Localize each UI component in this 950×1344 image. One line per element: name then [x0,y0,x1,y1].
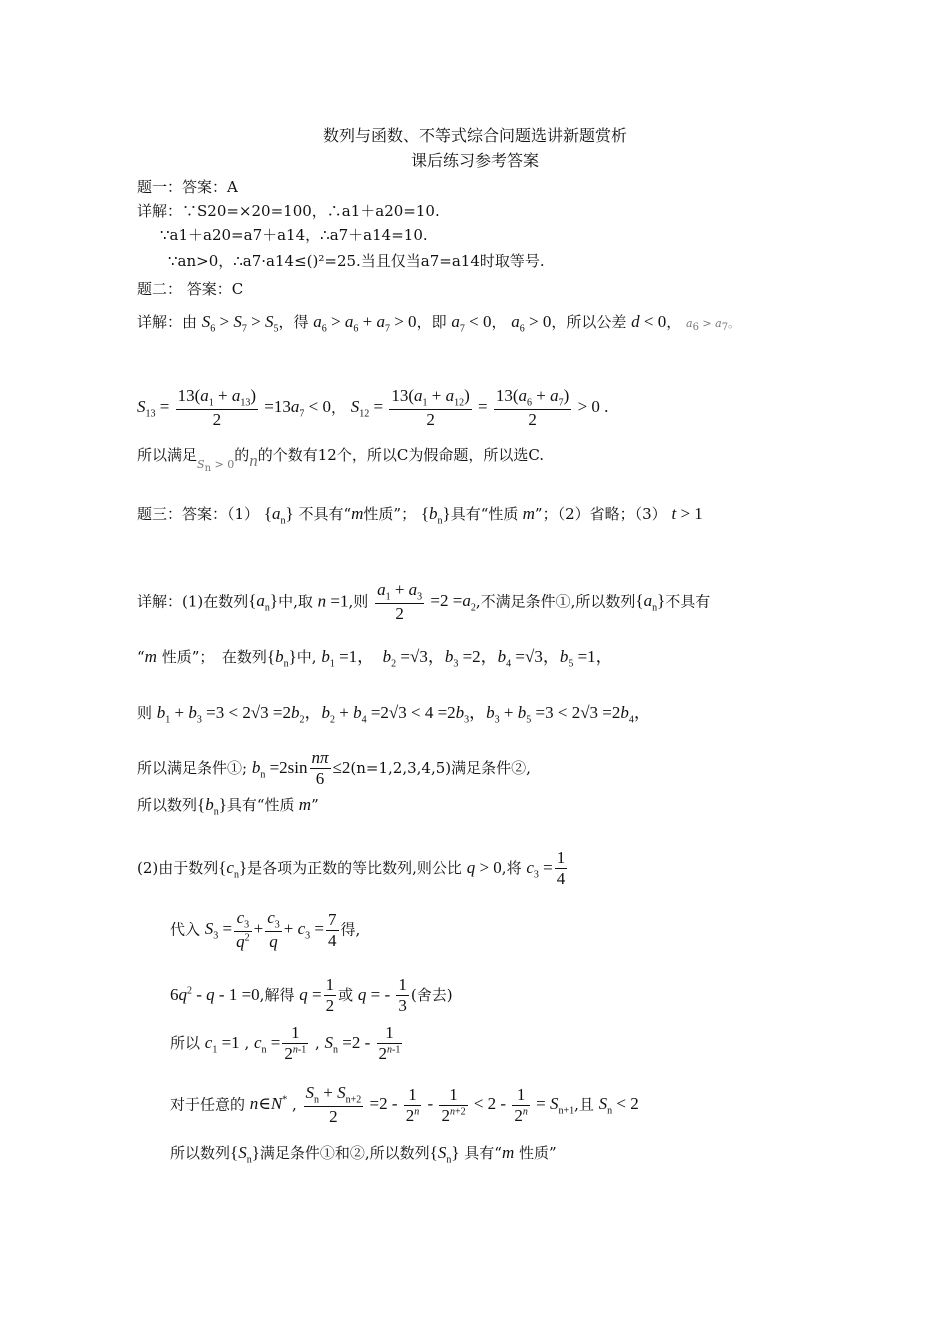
q3-math-m2: m [522,504,535,523]
q1-answer: 题一：答案：A [137,178,238,196]
frac-2n2: $\frac{1}{2^{n+2}}$ [441,1084,466,1125]
q3-final-sat: 满足条件①和②,所以数列 [259,1144,430,1162]
q3-p2-put: ,将 [501,858,522,877]
q3-has: 具有“性质 [226,796,295,814]
q3-d-nothave: 不具有 [665,592,711,611]
q3-d-take: 中,取 [278,592,313,611]
q3-math-m5: m [501,1143,515,1162]
q3-ans-prop: 性质”； [363,505,417,523]
q3-qie: ,且 [574,1095,594,1114]
q3-d-notsat: ,不满足条件①,所以数列 [475,592,636,611]
frac-avg-sn: $\frac{S_n + S_{n+2}}{2}$ [305,1083,362,1127]
q2-text-man: 所以满足 [137,446,198,464]
q3-p2-intro: (2)由于数列 [137,858,219,877]
q3-detail-2 [137,648,613,669]
q3-ans-2: ”；（2）省略；（3） [534,505,667,523]
q2-detail-label: 详解：由 [137,313,198,331]
q2-text-de: ，得 [278,313,309,331]
q3-math-c3: $c_3$ = $\frac{1}{4}$ [526,848,566,889]
q3-ans-not: 不具有“ [298,505,352,523]
frac-s12-a: $\frac{13(a_1 + a_{12})}{2}$ [391,386,470,430]
q3-math-s3: $S_3$ = $\frac{c_3}{q^2}$ + $\frac{c_3}{q}$ + $c_3$ = $\frac{7}{4}$ [204,908,337,952]
q3-part2-5: 对于任意的 n∈N* , $\frac{S_n + S_{n+2}}{2}$ =2 - $\frac{1}{2^n}$ - $\frac{1}{2^{n+2}}$ < 2 - $\frac{1}{2^n}$ = $S_{n+1}$,且 $S_n < 2$ [170,1083,639,1127]
q2-math-n: n [249,451,258,470]
q3-math-an3: $\{a_n\}$ [635,591,666,614]
q3-ze: 则 [137,704,153,722]
q2-math-sn: Sn > 0 [197,458,235,475]
frac-2n-b: $\frac{1}{2^n}$ [514,1084,528,1125]
frac-74: $\frac{7}{4}$ [328,909,337,950]
q3-or: 或 [338,985,354,1004]
q2-detail-line: 详解：由 $S_6 > S_7 > S_5$，得 $a_6 > a_6 + a_7 > 0$，即 $a_7 < 0$， $a_6 > 0$，所以公差 d < 0， $a_6 > a_7$。 [137,312,740,335]
q3-detail-3 [137,704,651,725]
q1-detail-3: ∵an>0，∴a7·a14≤()²=25.当且仅当a7=a14时取等号. [168,252,545,270]
q3-d-then: ,则 [348,592,369,611]
q2-conclusion [137,446,545,475]
q3-math-q-third: q = - $\frac{1}{3}$ [357,975,407,1016]
frac-half: $\frac{1}{2}$ [325,975,335,1016]
q3-sat2: (n=1,2,3,4,5)满足条件②, [350,758,531,777]
q3-math-m4: m [298,795,312,814]
doc-subtitle: 课后练习参考答案 [410,151,539,170]
q3-de: 得, [340,920,361,939]
q1-detail-2: ∵a1＋a20=a7＋a14，∴a7＋a14=10. [160,226,428,244]
q3-final-so: 所以数列 [170,1144,231,1162]
frac-sn: $\frac{1}{2^{n-1}}$ [378,1023,401,1064]
q3-part2-2 [170,908,360,953]
q3-p-quote: “ [137,648,145,666]
frac-third: $\frac{1}{3}$ [398,975,407,1016]
q3-math-avg: $\frac{a_1 + a_3}{2}$ $=2 =a_2$ [377,580,476,624]
q3-detail-1 [137,580,710,625]
q3-math-cn: $\{c_n\}$ [218,857,248,881]
q3-detail-4 [137,748,531,790]
q3-solve: ,解得 [259,985,295,1004]
q2-math-a6-a7: $a_6 > a_7$。 [686,317,740,334]
q2-math-a7: $a_7 < 0$ [451,312,492,335]
q3-part2-1 [137,848,569,890]
frac-2n: $\frac{1}{2^n}$ [405,1084,420,1125]
q1-detail-1: 详解：∵S20=×20=100，∴a1＋a20=10. [137,202,440,220]
q3-math-t: t > 1 [671,504,703,523]
q3-ans-label: 题三：答案：（1） [137,505,260,523]
q3-p-zhong: 中, [296,648,317,666]
q3-math-an: $\{a_n\}$ [263,504,294,527]
q3-math-bn3: $\{b_n\}$ [197,795,227,818]
q3-math-cn-formula: $c_n$ = $\frac{1}{2^{n-1}}$ [254,1023,307,1064]
q3-forany: 对于任意的 [170,1095,246,1114]
frac-a1a3: $\frac{a_1 + a_3}{2}$ [377,580,423,624]
q3-so: 所以数列 [137,796,198,814]
frac-s12-b: $\frac{13(a_6 + a_7)}{2}$ [495,386,570,430]
q3-math-quad: $6q^2 - q - 1 =0$ [170,984,260,1004]
q3-close-quote: ” [311,796,319,814]
q3-ans-has: 具有“性质 [450,505,519,523]
doc-title: 数列与函数、不等式综合问题选讲新题赏析 [322,126,627,145]
q3-math-n1: n =1 [317,591,349,611]
frac-cn: $\frac{1}{2^{n-1}}$ [284,1023,307,1064]
q2-text-gongcha: ，所以公差 [551,313,627,331]
q3-math-bn-sin: $b_n =2\sin$ $\frac{n\pi}{6}$ ≤2 [251,748,351,789]
q3-d-intro: 详解：(1)在数列 [137,592,249,611]
q3-math-sn-lt2: $S_n < 2$ [598,1094,639,1117]
q2-math-a-sum: $a_6 > a_6 + a_7 > 0$ [313,312,417,335]
q2-math-s13: $S_{13}$ = $\frac{13(a_1 + a_{13})}{2}$ $=13a_7 < 0$ [137,386,331,430]
q3-math-m: m [351,504,364,523]
q3-math-nN: n∈N* [249,1094,288,1114]
q3-part2-3 [170,975,453,1017]
q3-discard: (舍去) [410,985,453,1004]
q3-math-sn-formula: $S_n =2$ - $\frac{1}{2^{n-1}}$ [324,1023,401,1064]
q3-p-prop: 性质”； 在数列 [161,648,267,666]
q3-math-q-half: q = $\frac{1}{2}$ [299,975,335,1016]
frac-npi6: $\frac{n\pi}{6}$ [311,748,329,789]
frac-quarter: $\frac{1}{4}$ [556,848,566,889]
q3-sub-in: 代入 [170,920,201,939]
q2-math-s12: $S_{12}$ = $\frac{13(a_1 + a_{12})}{2}$ = $\frac{13(a_6 + a_7)}{2}$ > 0 . [350,386,609,430]
q3-part2-6 [170,1144,557,1165]
q3-math-c1: $c_1 =1$ [204,1032,240,1056]
frac-c3q: $\frac{c_3}{q}$ [267,908,280,952]
q3-sat1: 所以满足条件①; [137,758,248,777]
q3-math-Sn2: $\{S_n\}$ [429,1143,460,1166]
q3-math-b-values: $b_1 =1$， $b_2 =√3$，$b_3 =2$，$b_4 =√3$，$b_5 =1$， [321,647,613,670]
q2-text-tail: 的个数有12个，所以C为假命题，所以选C. [257,446,545,464]
q3-p2-geo: 是各项为正数的等比数列,则公比 [247,858,462,877]
q2-text-de2: 的 [234,446,250,464]
q3-final-has: 具有“ [464,1144,502,1162]
q2-sums-line: $S_{13}$ = $\frac{13(a_1 + a_{13})}{2}$ $=13a_7 < 0$， $S_{12}$ = $\frac{13(a_1 + a_{12})}{2}$ = $\frac{13(a_6 + a_7)}{2}$ > 0 . [137,386,609,430]
q3-math-bn2: $\{b_n\}$ [266,647,297,670]
q3-suoyi: 所以 [170,1033,201,1052]
q3-answer-line [137,505,703,526]
frac-s13: $\frac{13(a_1 + a_{13})}{2}$ [177,386,257,430]
q3-math-q: q > 0 [466,857,502,877]
q3-math-avg-sn: $\frac{S_n + S_{n+2}}{2}$ =2 - $\frac{1}{2^n}$ - $\frac{1}{2^{n+2}}$ < 2 - $\frac{1}{2^n}$ = $S_{n+1}$ [305,1083,575,1127]
q3-math-bn: $\{b_n\}$ [420,504,451,527]
q2-math-s-ineq: $S_6 > S_7 > S_5$ [201,312,279,335]
q3-detail-5 [137,796,319,817]
q3-math-b-ineq: $b_1 + b_3 =3 < 2√3 =2b_2$，$b_2 + b_4 =2√3 < 4 =2b_3$，$b_3 + b_5 =3 < 2√3 =2b_4$， [156,703,651,726]
q3-final-prop: 性质” [519,1144,557,1162]
frac-c3q2: $\frac{c_3}{q^2}$ [236,908,250,952]
q2-math-d: d < 0 [631,312,667,331]
q2-math-a6: $a_6 > 0$ [511,312,552,335]
q3-math-Sn: $\{S_n\}$ [230,1143,260,1166]
q2-answer: 题二： 答案：C [137,280,244,298]
q2-text-ji: ，即 [416,313,447,331]
q3-math-m3: m [144,647,157,666]
q3-part2-4: 所以 $c_1 =1$ , $c_n$ = $\frac{1}{2^{n-1}}$ , $S_n =2$ - $\frac{1}{2^{n-1}}$ [170,1023,404,1065]
q3-math-an2: $\{a_n\}$ [248,591,279,614]
